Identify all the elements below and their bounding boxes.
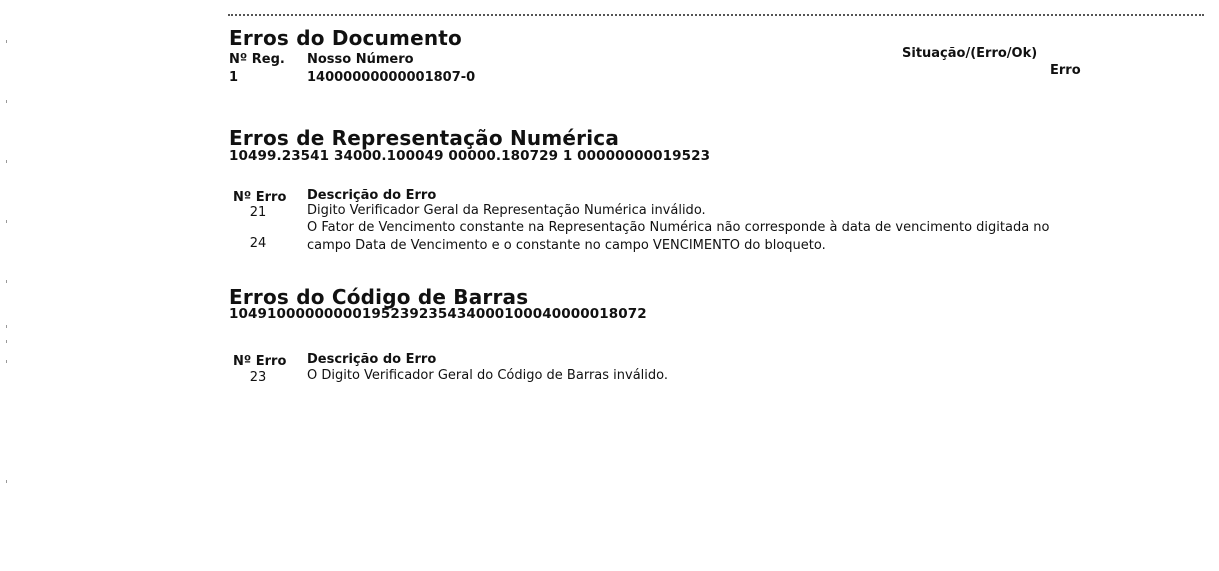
col-nosso-numero-header: Nosso Número [307, 52, 414, 67]
representacao-title: Erros de Representação Numérica [229, 126, 620, 150]
nosso-numero-value: 14000000000001807-0 [307, 70, 476, 85]
representacao-error-desc-cont: campo Data de Vencimento e o constante no campo VENCIMENTO do bloqueto. [307, 238, 826, 253]
documento-title: Erros do Documento [229, 26, 462, 50]
barras-code: 10491000000000195239235434000100040000018072 [229, 306, 647, 322]
scan-margin-marks [6, 40, 10, 520]
representacao-error-desc: O Fator de Vencimento constante na Representação Numérica não corresponde à data de vencimento digitada no [307, 220, 1050, 235]
barras-error-desc: O Digito Verificador Geral do Código de Barras inválido. [307, 368, 668, 383]
representacao-error-num: 24 [249, 236, 267, 251]
top-dotted-rule [228, 14, 1204, 16]
representacao-error-desc: Digito Verificador Geral da Representação Numérica inválido. [307, 203, 706, 218]
barras-col-num-header: Nº Erro [233, 354, 287, 369]
reg-value: 1 [229, 70, 239, 85]
representacao-col-num-header: Nº Erro [233, 190, 287, 205]
representacao-error-num: 21 [249, 205, 267, 220]
situacao-value: Erro [1050, 63, 1081, 78]
representacao-col-desc-header: Descrição do Erro [307, 188, 437, 203]
col-situacao-header: Situação/(Erro/Ok) [902, 46, 1038, 61]
barras-col-desc-header: Descrição do Erro [307, 352, 437, 367]
col-reg-header: Nº Reg. [229, 52, 285, 67]
barras-error-num: 23 [249, 370, 267, 385]
representacao-code: 10499.23541 34000.100049 00000.180729 1 00000000019523 [229, 148, 711, 164]
barras-title: Erros do Código de Barras [229, 285, 529, 309]
